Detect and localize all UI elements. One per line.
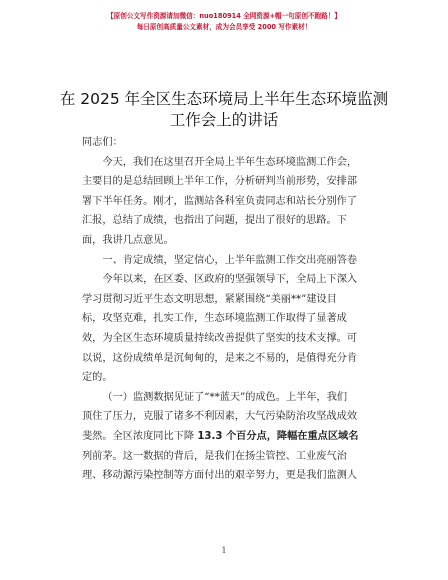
text-line <box>82 427 372 447</box>
promo-banner-line-1: 【原创公文写作资源请加微信：nuo180914 全网资源+帽一句原创不跑路！】 <box>107 12 341 20</box>
text-line: 标，攻坚克难，扎实工作，生态环境监测工作取得了显著成 <box>82 313 347 325</box>
page-number: 1 <box>221 546 227 555</box>
text-line: （一）监测数据见证了“**蓝天”的成色。上半年，我们 <box>102 391 348 403</box>
text-line: 列前茅。这一数据的背后，是我们在扬尘管控、工业废气治 <box>82 450 347 462</box>
paragraph-achievements <box>82 270 372 388</box>
text-line: 以说，这份成绩单是沉甸甸的，是来之不易的，是值得充分肯 <box>82 352 358 364</box>
text-line: 定的。 <box>82 372 113 384</box>
text-line: 面，我讲几点意见。 <box>82 234 174 246</box>
text-line: 署下半年任务。刚才，监测站各科室负责同志和站长分别作了 <box>82 195 358 207</box>
text-line: 效，为全区生态环境质量持续改善提供了坚实的技术支撑。可 <box>82 332 358 344</box>
paragraph-blue-sky <box>82 388 372 486</box>
document-title-line-1: 在 2025 年全区生态环境局上半年生态环境监测 <box>59 90 389 108</box>
highlighted-statistic: 13.3 个百分点，降幅在重点区域名 <box>197 430 359 442</box>
text-line: 主要目的是总结回顾上半年工作，分析研判当前形势，安排部 <box>82 176 358 188</box>
text-line: 学习贯彻习近平生态文明思想，紧紧围绕“美丽**”建设目 <box>82 293 337 305</box>
text-segment: 斐然。全区浓度同比下降 <box>82 430 198 442</box>
text-line: 今年以来，在区委、区政府的坚强领导下，全局上下深入 <box>102 274 358 286</box>
text-line: 理、移动源污染控制等方面付出的艰辛努力，更是我们监测人 <box>82 470 358 482</box>
text-line: 一、肯定成绩，坚定信心，上半年监测工作交出亮丽答卷 <box>102 254 358 266</box>
promo-banner-line-2: 每日原创高质量公文素材，成为会员享受 2000 写作素材！ <box>136 23 312 31</box>
document-title-line-2: 工作会上的讲话 <box>169 111 279 129</box>
text-line: 今天，我们在这里召开全局上半年生态环境监测工作会， <box>102 156 358 168</box>
text-line: 汇报，总结了成绩，也指出了问题，提出了很好的思路。下 <box>82 215 347 227</box>
salutation: 同志们： <box>82 137 123 148</box>
document-body <box>82 133 372 486</box>
paragraph-opening <box>82 153 372 251</box>
text-line: 顶住了压力，克服了诸多不利因素，大气污染防治攻坚战成效 <box>82 411 358 423</box>
section-heading-1 <box>82 251 372 271</box>
